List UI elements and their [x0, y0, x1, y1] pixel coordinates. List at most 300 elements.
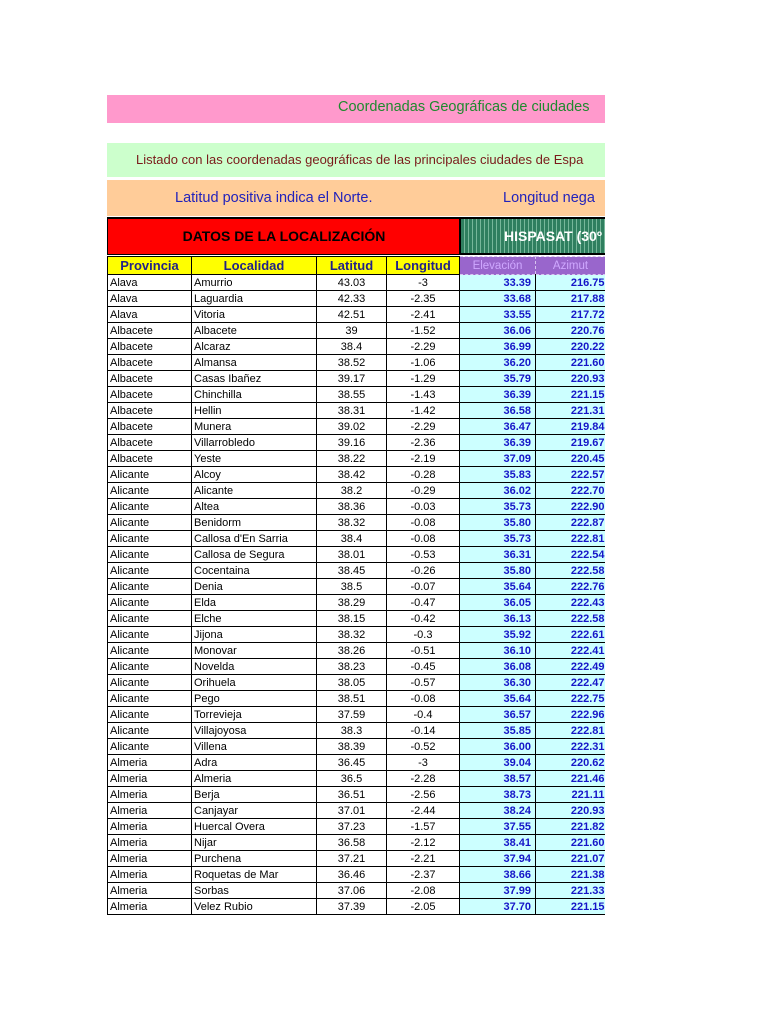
cell-provincia[interactable]: Alava [108, 291, 192, 307]
cell-elevacion[interactable]: 33.39 [460, 275, 536, 291]
table-row [108, 675, 606, 691]
cell-azimut[interactable]: 222.81 [536, 531, 606, 547]
cell-elevacion[interactable]: 36.39 [460, 387, 536, 403]
cell-azimut[interactable]: 222.90 [536, 499, 606, 515]
cell-longitud[interactable]: -2.36 [387, 435, 460, 451]
cell-provincia[interactable]: Almeria [108, 771, 192, 787]
cell-longitud[interactable]: -0.08 [387, 515, 460, 531]
cell-provincia[interactable]: Alicante [108, 499, 192, 515]
table-row [108, 627, 606, 643]
cell-provincia[interactable]: Alicante [108, 627, 192, 643]
cell-elevacion[interactable]: 33.68 [460, 291, 536, 307]
table-row [108, 387, 606, 403]
table-row [108, 819, 606, 835]
table-row [108, 339, 606, 355]
table-row [108, 659, 606, 675]
table-row [108, 787, 606, 803]
satellite-header [459, 217, 605, 255]
listing-band [107, 143, 605, 177]
cell-elevacion[interactable]: 36.13 [460, 611, 536, 627]
coordinates-table [107, 256, 605, 915]
cell-azimut[interactable]: 220.22 [536, 339, 606, 355]
cell-localidad[interactable]: Pego [192, 691, 317, 707]
cell-localidad[interactable]: Cocentaina [192, 563, 317, 579]
cell-longitud[interactable]: -0.14 [387, 723, 460, 739]
cell-localidad[interactable]: Callosa de Segura [192, 547, 317, 563]
table-row [108, 371, 606, 387]
cell-provincia[interactable]: Almeria [108, 787, 192, 803]
cell-azimut[interactable]: 222.57 [536, 467, 606, 483]
cell-latitud[interactable]: 38.05 [317, 675, 387, 691]
cell-longitud[interactable]: -2.28 [387, 771, 460, 787]
cell-longitud[interactable]: -0.52 [387, 739, 460, 755]
cell-provincia[interactable]: Almeria [108, 835, 192, 851]
cell-elevacion[interactable]: 35.73 [460, 499, 536, 515]
cell-azimut[interactable]: 222.49 [536, 659, 606, 675]
cell-provincia[interactable]: Albacete [108, 435, 192, 451]
cell-localidad[interactable]: Purchena [192, 851, 317, 867]
cell-elevacion[interactable]: 38.41 [460, 835, 536, 851]
cell-elevacion[interactable]: 35.79 [460, 371, 536, 387]
cell-localidad[interactable]: Chinchilla [192, 387, 317, 403]
cell-localidad[interactable]: Yeste [192, 451, 317, 467]
cell-elevacion[interactable]: 35.73 [460, 531, 536, 547]
cell-provincia[interactable]: Almeria [108, 851, 192, 867]
cell-provincia[interactable]: Albacete [108, 339, 192, 355]
cell-latitud[interactable]: 38.26 [317, 643, 387, 659]
cell-elevacion[interactable]: 37.99 [460, 883, 536, 899]
cell-localidad[interactable]: Munera [192, 419, 317, 435]
location-data-title: DATOS DE LA LOCALIZACIÓN [182, 228, 386, 244]
table-row [108, 835, 606, 851]
cell-localidad[interactable]: Vitoria [192, 307, 317, 323]
cell-longitud[interactable]: -2.41 [387, 307, 460, 323]
column-header-longitud[interactable]: Longitud [387, 257, 460, 275]
cell-provincia[interactable]: Almeria [108, 883, 192, 899]
cell-longitud[interactable]: -2.56 [387, 787, 460, 803]
cell-latitud[interactable]: 37.59 [317, 707, 387, 723]
table-row [108, 691, 606, 707]
cell-elevacion[interactable]: 36.20 [460, 355, 536, 371]
cell-latitud[interactable]: 36.5 [317, 771, 387, 787]
cell-latitud[interactable]: 36.46 [317, 867, 387, 883]
table-row [108, 483, 606, 499]
cell-provincia[interactable]: Alicante [108, 675, 192, 691]
cell-longitud[interactable]: -0.42 [387, 611, 460, 627]
cell-provincia[interactable]: Alicante [108, 563, 192, 579]
cell-longitud[interactable]: -1.43 [387, 387, 460, 403]
cell-localidad[interactable]: Amurrio [192, 275, 317, 291]
cell-azimut[interactable]: 222.75 [536, 691, 606, 707]
cell-azimut[interactable]: 222.47 [536, 675, 606, 691]
location-data-header [107, 217, 459, 255]
cell-localidad[interactable]: Villarrobledo [192, 435, 317, 451]
cell-localidad[interactable]: Casas Ibañez [192, 371, 317, 387]
table-row [108, 547, 606, 563]
cell-localidad[interactable]: Elche [192, 611, 317, 627]
cell-elevacion[interactable]: 36.06 [460, 323, 536, 339]
cell-latitud[interactable]: 38.36 [317, 499, 387, 515]
cell-localidad[interactable]: Callosa d'En Sarria [192, 531, 317, 547]
cell-provincia[interactable]: Alicante [108, 579, 192, 595]
cell-azimut[interactable]: 219.84 [536, 419, 606, 435]
cell-localidad[interactable]: Adra [192, 755, 317, 771]
cell-elevacion[interactable]: 36.10 [460, 643, 536, 659]
cell-localidad[interactable]: Benidorm [192, 515, 317, 531]
cell-azimut[interactable]: 221.38 [536, 867, 606, 883]
cell-provincia[interactable]: Albacete [108, 403, 192, 419]
cell-localidad[interactable]: Alicante [192, 483, 317, 499]
cell-latitud[interactable]: 38.31 [317, 403, 387, 419]
cell-azimut[interactable]: 220.76 [536, 323, 606, 339]
cell-azimut[interactable]: 221.60 [536, 355, 606, 371]
cell-provincia[interactable]: Alava [108, 307, 192, 323]
cell-azimut[interactable]: 221.07 [536, 851, 606, 867]
cell-latitud[interactable]: 38.51 [317, 691, 387, 707]
cell-latitud[interactable]: 38.45 [317, 563, 387, 579]
cell-latitud[interactable]: 36.45 [317, 755, 387, 771]
cell-longitud[interactable]: -0.53 [387, 547, 460, 563]
cell-localidad[interactable]: Berja [192, 787, 317, 803]
cell-azimut[interactable]: 222.58 [536, 563, 606, 579]
cell-latitud[interactable]: 36.58 [317, 835, 387, 851]
cell-latitud[interactable]: 38.55 [317, 387, 387, 403]
cell-longitud[interactable]: -0.07 [387, 579, 460, 595]
cell-latitud[interactable]: 37.06 [317, 883, 387, 899]
cell-longitud[interactable]: -1.29 [387, 371, 460, 387]
cell-latitud[interactable]: 38.32 [317, 515, 387, 531]
cell-azimut[interactable]: 221.33 [536, 883, 606, 899]
cell-elevacion[interactable]: 35.64 [460, 579, 536, 595]
cell-azimut[interactable]: 217.88 [536, 291, 606, 307]
cell-latitud[interactable]: 39.02 [317, 419, 387, 435]
cell-latitud[interactable]: 38.29 [317, 595, 387, 611]
table-row [108, 643, 606, 659]
cell-latitud[interactable]: 42.33 [317, 291, 387, 307]
table-row [108, 323, 606, 339]
cell-localidad[interactable]: Torrevieja [192, 707, 317, 723]
cell-azimut[interactable]: 222.96 [536, 707, 606, 723]
cell-provincia[interactable]: Alicante [108, 547, 192, 563]
cell-azimut[interactable]: 220.93 [536, 371, 606, 387]
cell-longitud[interactable]: -1.42 [387, 403, 460, 419]
table-row [108, 707, 606, 723]
cell-provincia[interactable]: Almeria [108, 755, 192, 771]
cell-elevacion[interactable]: 36.00 [460, 739, 536, 755]
cell-localidad[interactable]: Laguardia [192, 291, 317, 307]
cell-azimut[interactable]: 220.62 [536, 755, 606, 771]
cell-latitud[interactable]: 39 [317, 323, 387, 339]
table-row [108, 867, 606, 883]
table-row [108, 883, 606, 899]
cell-elevacion[interactable]: 37.94 [460, 851, 536, 867]
cell-azimut[interactable]: 221.60 [536, 835, 606, 851]
cell-provincia[interactable]: Alicante [108, 515, 192, 531]
header-row [108, 257, 606, 275]
cell-azimut[interactable]: 221.46 [536, 771, 606, 787]
cell-elevacion[interactable]: 36.47 [460, 419, 536, 435]
cell-elevacion[interactable]: 35.80 [460, 515, 536, 531]
cell-provincia[interactable]: Alicante [108, 691, 192, 707]
table-row [108, 771, 606, 787]
cell-elevacion[interactable]: 35.92 [460, 627, 536, 643]
cell-provincia[interactable]: Albacete [108, 371, 192, 387]
cell-longitud[interactable]: -0.45 [387, 659, 460, 675]
cell-localidad[interactable]: Almeria [192, 771, 317, 787]
cell-longitud[interactable]: -2.35 [387, 291, 460, 307]
cell-latitud[interactable]: 39.17 [317, 371, 387, 387]
cell-provincia[interactable]: Alicante [108, 467, 192, 483]
cell-elevacion[interactable]: 35.85 [460, 723, 536, 739]
cell-longitud[interactable]: -0.3 [387, 627, 460, 643]
cell-provincia[interactable]: Alicante [108, 483, 192, 499]
table-row [108, 307, 606, 323]
cell-localidad[interactable]: Orihuela [192, 675, 317, 691]
cell-provincia[interactable]: Alicante [108, 643, 192, 659]
column-header-localidad[interactable]: Localidad [192, 257, 317, 275]
table-row [108, 435, 606, 451]
table-row [108, 467, 606, 483]
table-row [108, 291, 606, 307]
cell-latitud[interactable]: 38.5 [317, 579, 387, 595]
table-row [108, 851, 606, 867]
cell-longitud[interactable]: -0.28 [387, 467, 460, 483]
cell-longitud[interactable]: -1.57 [387, 819, 460, 835]
cell-longitud[interactable]: -0.08 [387, 531, 460, 547]
cell-elevacion[interactable]: 33.55 [460, 307, 536, 323]
cell-latitud[interactable]: 38.22 [317, 451, 387, 467]
cell-localidad[interactable]: Jijona [192, 627, 317, 643]
longitude-note: Longitud nega [503, 190, 595, 206]
cell-elevacion[interactable]: 36.30 [460, 675, 536, 691]
cell-longitud[interactable]: -0.47 [387, 595, 460, 611]
cell-azimut[interactable]: 222.58 [536, 611, 606, 627]
cell-provincia[interactable]: Albacete [108, 387, 192, 403]
satellite-title: HISPASAT (30º [504, 228, 602, 244]
cell-elevacion[interactable]: 38.73 [460, 787, 536, 803]
cell-elevacion[interactable]: 38.66 [460, 867, 536, 883]
cell-azimut[interactable]: 220.45 [536, 451, 606, 467]
table-row [108, 451, 606, 467]
cell-elevacion[interactable]: 36.05 [460, 595, 536, 611]
cell-azimut[interactable]: 221.82 [536, 819, 606, 835]
cell-provincia[interactable]: Alicante [108, 595, 192, 611]
cell-elevacion[interactable]: 36.02 [460, 483, 536, 499]
cell-localidad[interactable]: Alcaraz [192, 339, 317, 355]
cell-azimut[interactable]: 221.15 [536, 899, 606, 915]
cell-azimut[interactable]: 222.87 [536, 515, 606, 531]
table-row [108, 515, 606, 531]
cell-localidad[interactable]: Altea [192, 499, 317, 515]
cell-provincia[interactable]: Almeria [108, 819, 192, 835]
column-header-provincia[interactable]: Provincia [108, 257, 192, 275]
cell-latitud[interactable]: 37.23 [317, 819, 387, 835]
title-band [107, 95, 605, 123]
cell-localidad[interactable]: Almansa [192, 355, 317, 371]
cell-provincia[interactable]: Albacete [108, 451, 192, 467]
cell-longitud[interactable]: -2.12 [387, 835, 460, 851]
cell-localidad[interactable]: Nijar [192, 835, 317, 851]
cell-latitud[interactable]: 38.39 [317, 739, 387, 755]
table-row [108, 355, 606, 371]
cell-localidad[interactable]: Monovar [192, 643, 317, 659]
cell-provincia[interactable]: Alicante [108, 723, 192, 739]
cell-longitud[interactable]: -2.37 [387, 867, 460, 883]
cell-longitud[interactable]: -2.29 [387, 419, 460, 435]
cell-latitud[interactable]: 38.32 [317, 627, 387, 643]
table-row [108, 531, 606, 547]
cell-elevacion[interactable]: 38.24 [460, 803, 536, 819]
cell-latitud[interactable]: 39.16 [317, 435, 387, 451]
cell-longitud[interactable]: -0.26 [387, 563, 460, 579]
cell-provincia[interactable]: Almeria [108, 899, 192, 915]
cell-latitud[interactable]: 37.39 [317, 899, 387, 915]
cell-longitud[interactable]: -0.08 [387, 691, 460, 707]
cell-latitud[interactable]: 37.21 [317, 851, 387, 867]
table-row [108, 803, 606, 819]
cell-azimut[interactable]: 222.70 [536, 483, 606, 499]
cell-longitud[interactable]: -0.29 [387, 483, 460, 499]
cell-longitud[interactable]: -0.51 [387, 643, 460, 659]
column-header-azimut[interactable]: Azimut [536, 257, 606, 275]
cell-localidad[interactable]: Sorbas [192, 883, 317, 899]
cell-azimut[interactable]: 217.72 [536, 307, 606, 323]
cell-provincia[interactable]: Alava [108, 275, 192, 291]
cell-provincia[interactable]: Alicante [108, 659, 192, 675]
cell-latitud[interactable]: 42.51 [317, 307, 387, 323]
cell-elevacion[interactable]: 36.58 [460, 403, 536, 419]
listing-note: Listado con las coordenadas geográficas de las principales ciudades de Espa [136, 152, 584, 167]
cell-azimut[interactable]: 220.93 [536, 803, 606, 819]
cell-elevacion[interactable]: 38.57 [460, 771, 536, 787]
cell-localidad[interactable]: Roquetas de Mar [192, 867, 317, 883]
cell-localidad[interactable]: Villajoyosa [192, 723, 317, 739]
cell-localidad[interactable]: Villena [192, 739, 317, 755]
cell-elevacion[interactable]: 37.70 [460, 899, 536, 915]
cell-provincia[interactable]: Alicante [108, 611, 192, 627]
cell-localidad[interactable]: Huercal Overa [192, 819, 317, 835]
table-row [108, 563, 606, 579]
column-header-elevacion[interactable]: Elevación [460, 257, 536, 275]
cell-latitud[interactable]: 38.3 [317, 723, 387, 739]
cell-longitud[interactable]: -0.57 [387, 675, 460, 691]
cell-elevacion[interactable]: 35.83 [460, 467, 536, 483]
cell-provincia[interactable]: Almeria [108, 867, 192, 883]
cell-longitud[interactable]: -3 [387, 275, 460, 291]
cell-elevacion[interactable]: 37.09 [460, 451, 536, 467]
cell-longitud[interactable]: -3 [387, 755, 460, 771]
cell-longitud[interactable]: -2.08 [387, 883, 460, 899]
cell-provincia[interactable]: Albacete [108, 419, 192, 435]
cell-latitud[interactable]: 37.01 [317, 803, 387, 819]
cell-longitud[interactable]: -2.44 [387, 803, 460, 819]
cell-azimut[interactable]: 216.75 [536, 275, 606, 291]
table-row [108, 739, 606, 755]
cell-latitud[interactable]: 36.51 [317, 787, 387, 803]
cell-longitud[interactable]: -2.21 [387, 851, 460, 867]
spreadsheet-page [107, 0, 605, 1024]
table-row [108, 723, 606, 739]
cell-azimut[interactable]: 222.81 [536, 723, 606, 739]
cell-latitud[interactable]: 38.42 [317, 467, 387, 483]
cell-localidad[interactable]: Alcoy [192, 467, 317, 483]
cell-provincia[interactable]: Albacete [108, 323, 192, 339]
table-row [108, 611, 606, 627]
table-row [108, 419, 606, 435]
column-header-latitud[interactable]: Latitud [317, 257, 387, 275]
cell-longitud[interactable]: -1.06 [387, 355, 460, 371]
table-row [108, 899, 606, 915]
table-row [108, 595, 606, 611]
cell-latitud[interactable]: 38.15 [317, 611, 387, 627]
cell-provincia[interactable]: Alicante [108, 739, 192, 755]
cell-provincia[interactable]: Alicante [108, 707, 192, 723]
cell-azimut[interactable]: 219.67 [536, 435, 606, 451]
cell-elevacion[interactable]: 36.39 [460, 435, 536, 451]
cell-localidad[interactable]: Velez Rubio [192, 899, 317, 915]
cell-latitud[interactable]: 38.01 [317, 547, 387, 563]
cell-azimut[interactable]: 221.11 [536, 787, 606, 803]
table-row [108, 403, 606, 419]
cell-elevacion[interactable]: 39.04 [460, 755, 536, 771]
cell-localidad[interactable]: Canjayar [192, 803, 317, 819]
table-row [108, 275, 606, 291]
table-row [108, 499, 606, 515]
cell-localidad[interactable]: Denia [192, 579, 317, 595]
cell-latitud[interactable]: 38.4 [317, 339, 387, 355]
latitude-note: Latitud positiva indica el Norte. [175, 190, 373, 206]
table-row [108, 755, 606, 771]
cell-azimut[interactable]: 221.15 [536, 387, 606, 403]
cell-elevacion[interactable]: 36.31 [460, 547, 536, 563]
cell-localidad[interactable]: Hellin [192, 403, 317, 419]
cell-latitud[interactable]: 38.23 [317, 659, 387, 675]
cell-azimut[interactable]: 222.41 [536, 643, 606, 659]
cell-longitud[interactable]: -2.19 [387, 451, 460, 467]
cell-longitud[interactable]: -2.29 [387, 339, 460, 355]
cell-longitud[interactable]: -0.4 [387, 707, 460, 723]
cell-localidad[interactable]: Albacete [192, 323, 317, 339]
cell-latitud[interactable]: 38.52 [317, 355, 387, 371]
cell-longitud[interactable]: -1.52 [387, 323, 460, 339]
cell-azimut[interactable]: 222.43 [536, 595, 606, 611]
cell-longitud[interactable]: -0.03 [387, 499, 460, 515]
cell-latitud[interactable]: 43.03 [317, 275, 387, 291]
cell-azimut[interactable]: 222.54 [536, 547, 606, 563]
cell-latitud[interactable]: 38.4 [317, 531, 387, 547]
cell-elevacion[interactable]: 36.99 [460, 339, 536, 355]
cell-provincia[interactable]: Albacete [108, 355, 192, 371]
cell-elevacion[interactable]: 37.55 [460, 819, 536, 835]
cell-elevacion[interactable]: 35.64 [460, 691, 536, 707]
orientation-band [107, 180, 605, 216]
cell-latitud[interactable]: 38.2 [317, 483, 387, 499]
sheet-title: Coordenadas Geográficas de ciudades [338, 99, 590, 115]
table-row [108, 579, 606, 595]
cell-elevacion[interactable]: 36.57 [460, 707, 536, 723]
cell-localidad[interactable]: Elda [192, 595, 317, 611]
cell-azimut[interactable]: 222.31 [536, 739, 606, 755]
cell-longitud[interactable]: -2.05 [387, 899, 460, 915]
cell-provincia[interactable]: Almeria [108, 803, 192, 819]
cell-provincia[interactable]: Alicante [108, 531, 192, 547]
cell-localidad[interactable]: Novelda [192, 659, 317, 675]
cell-azimut[interactable]: 222.61 [536, 627, 606, 643]
cell-azimut[interactable]: 222.76 [536, 579, 606, 595]
cell-elevacion[interactable]: 36.08 [460, 659, 536, 675]
cell-azimut[interactable]: 221.31 [536, 403, 606, 419]
cell-elevacion[interactable]: 35.80 [460, 563, 536, 579]
